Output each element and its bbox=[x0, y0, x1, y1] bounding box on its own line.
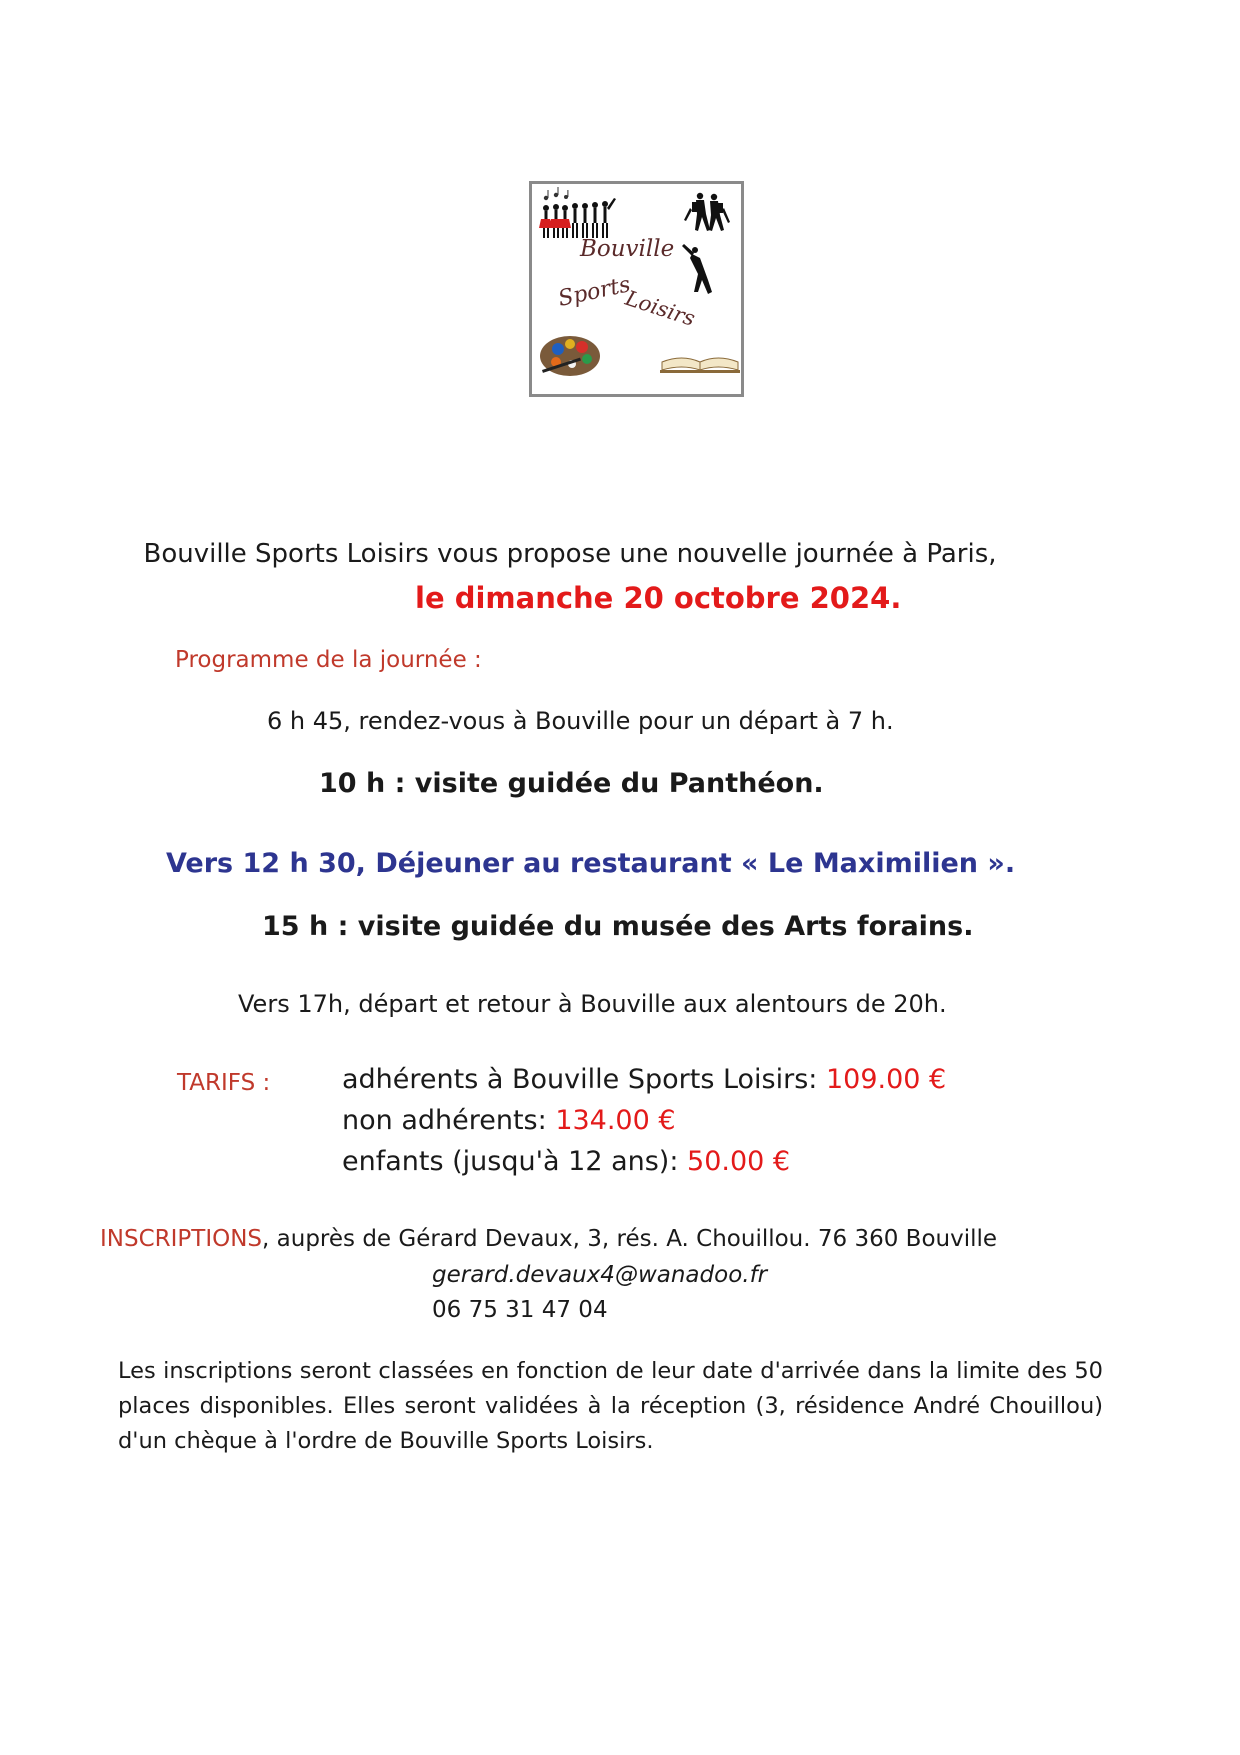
tarif-label: non adhérents: bbox=[342, 1105, 556, 1136]
inscriptions-address: , auprès de Gérard Devaux, 3, rés. A. Chouillou. 76 360 Bouville bbox=[262, 1226, 998, 1252]
inscriptions-line bbox=[100, 1226, 997, 1252]
programme-label: Programme de la journée : bbox=[175, 647, 482, 673]
intro-text: Bouville Sports Loisirs vous propose une nouvelle journée à Paris, bbox=[143, 539, 997, 569]
club-logo-graphic bbox=[532, 184, 741, 394]
open-book-icon bbox=[660, 358, 740, 373]
logo-text-bouville: Bouville bbox=[580, 236, 675, 262]
programme-item-musee: 15 h : visite guidée du musée des Arts forains. bbox=[262, 911, 974, 942]
programme-item-departure: 6 h 45, rendez-vous à Bouville pour un départ à 7 h. bbox=[267, 707, 894, 735]
programme-item-return: Vers 17h, départ et retour à Bouville aux alentours de 20h. bbox=[238, 990, 947, 1018]
logo-text-sports: Sports bbox=[556, 272, 633, 312]
dancers-icon bbox=[539, 198, 616, 238]
tarif-label: adhérents à Bouville Sports Loisirs: bbox=[342, 1064, 826, 1095]
registration-note: Les inscriptions seront classées en fonction de leur date d'arrivée dans la limite des 50 places disponibles. Elles seront validées à la réception (3, résidence André Chouillou) d'un chèque à l'ordre de Bouville Sports Loisirs. bbox=[118, 1358, 1103, 1454]
tarif-price: 50.00 € bbox=[687, 1146, 791, 1177]
logo-text-loisirs: Loisirs bbox=[622, 285, 698, 331]
tarif-price: 134.00 € bbox=[555, 1105, 676, 1136]
programme-item-pantheon: 10 h : visite guidée du Panthéon. bbox=[319, 768, 824, 799]
tarif-price: 109.00 € bbox=[825, 1064, 947, 1095]
palette-icon bbox=[540, 336, 600, 376]
inscriptions-label: INSCRIPTIONS bbox=[100, 1226, 263, 1252]
contact-phone: 06 75 31 47 04 bbox=[432, 1297, 608, 1323]
tarif-label: enfants (jusqu'à 12 ans): bbox=[342, 1146, 688, 1177]
club-logo bbox=[529, 181, 744, 397]
music-notes-icon bbox=[544, 187, 569, 200]
hikers-icon bbox=[684, 193, 730, 231]
gymnast-icon bbox=[682, 244, 712, 294]
tarif-row-adherents bbox=[342, 1064, 946, 1095]
tarifs-label: TARIFS : bbox=[177, 1070, 271, 1096]
tarif-row-enfants bbox=[342, 1146, 790, 1177]
programme-item-lunch: Vers 12 h 30, Déjeuner au restaurant « Le Maximilien ». bbox=[166, 848, 1016, 879]
tarif-row-non-adherents bbox=[342, 1105, 676, 1136]
contact-email[interactable]: gerard.devaux4@wanadoo.fr bbox=[432, 1262, 768, 1288]
event-date: le dimanche 20 octobre 2024. bbox=[415, 581, 902, 615]
